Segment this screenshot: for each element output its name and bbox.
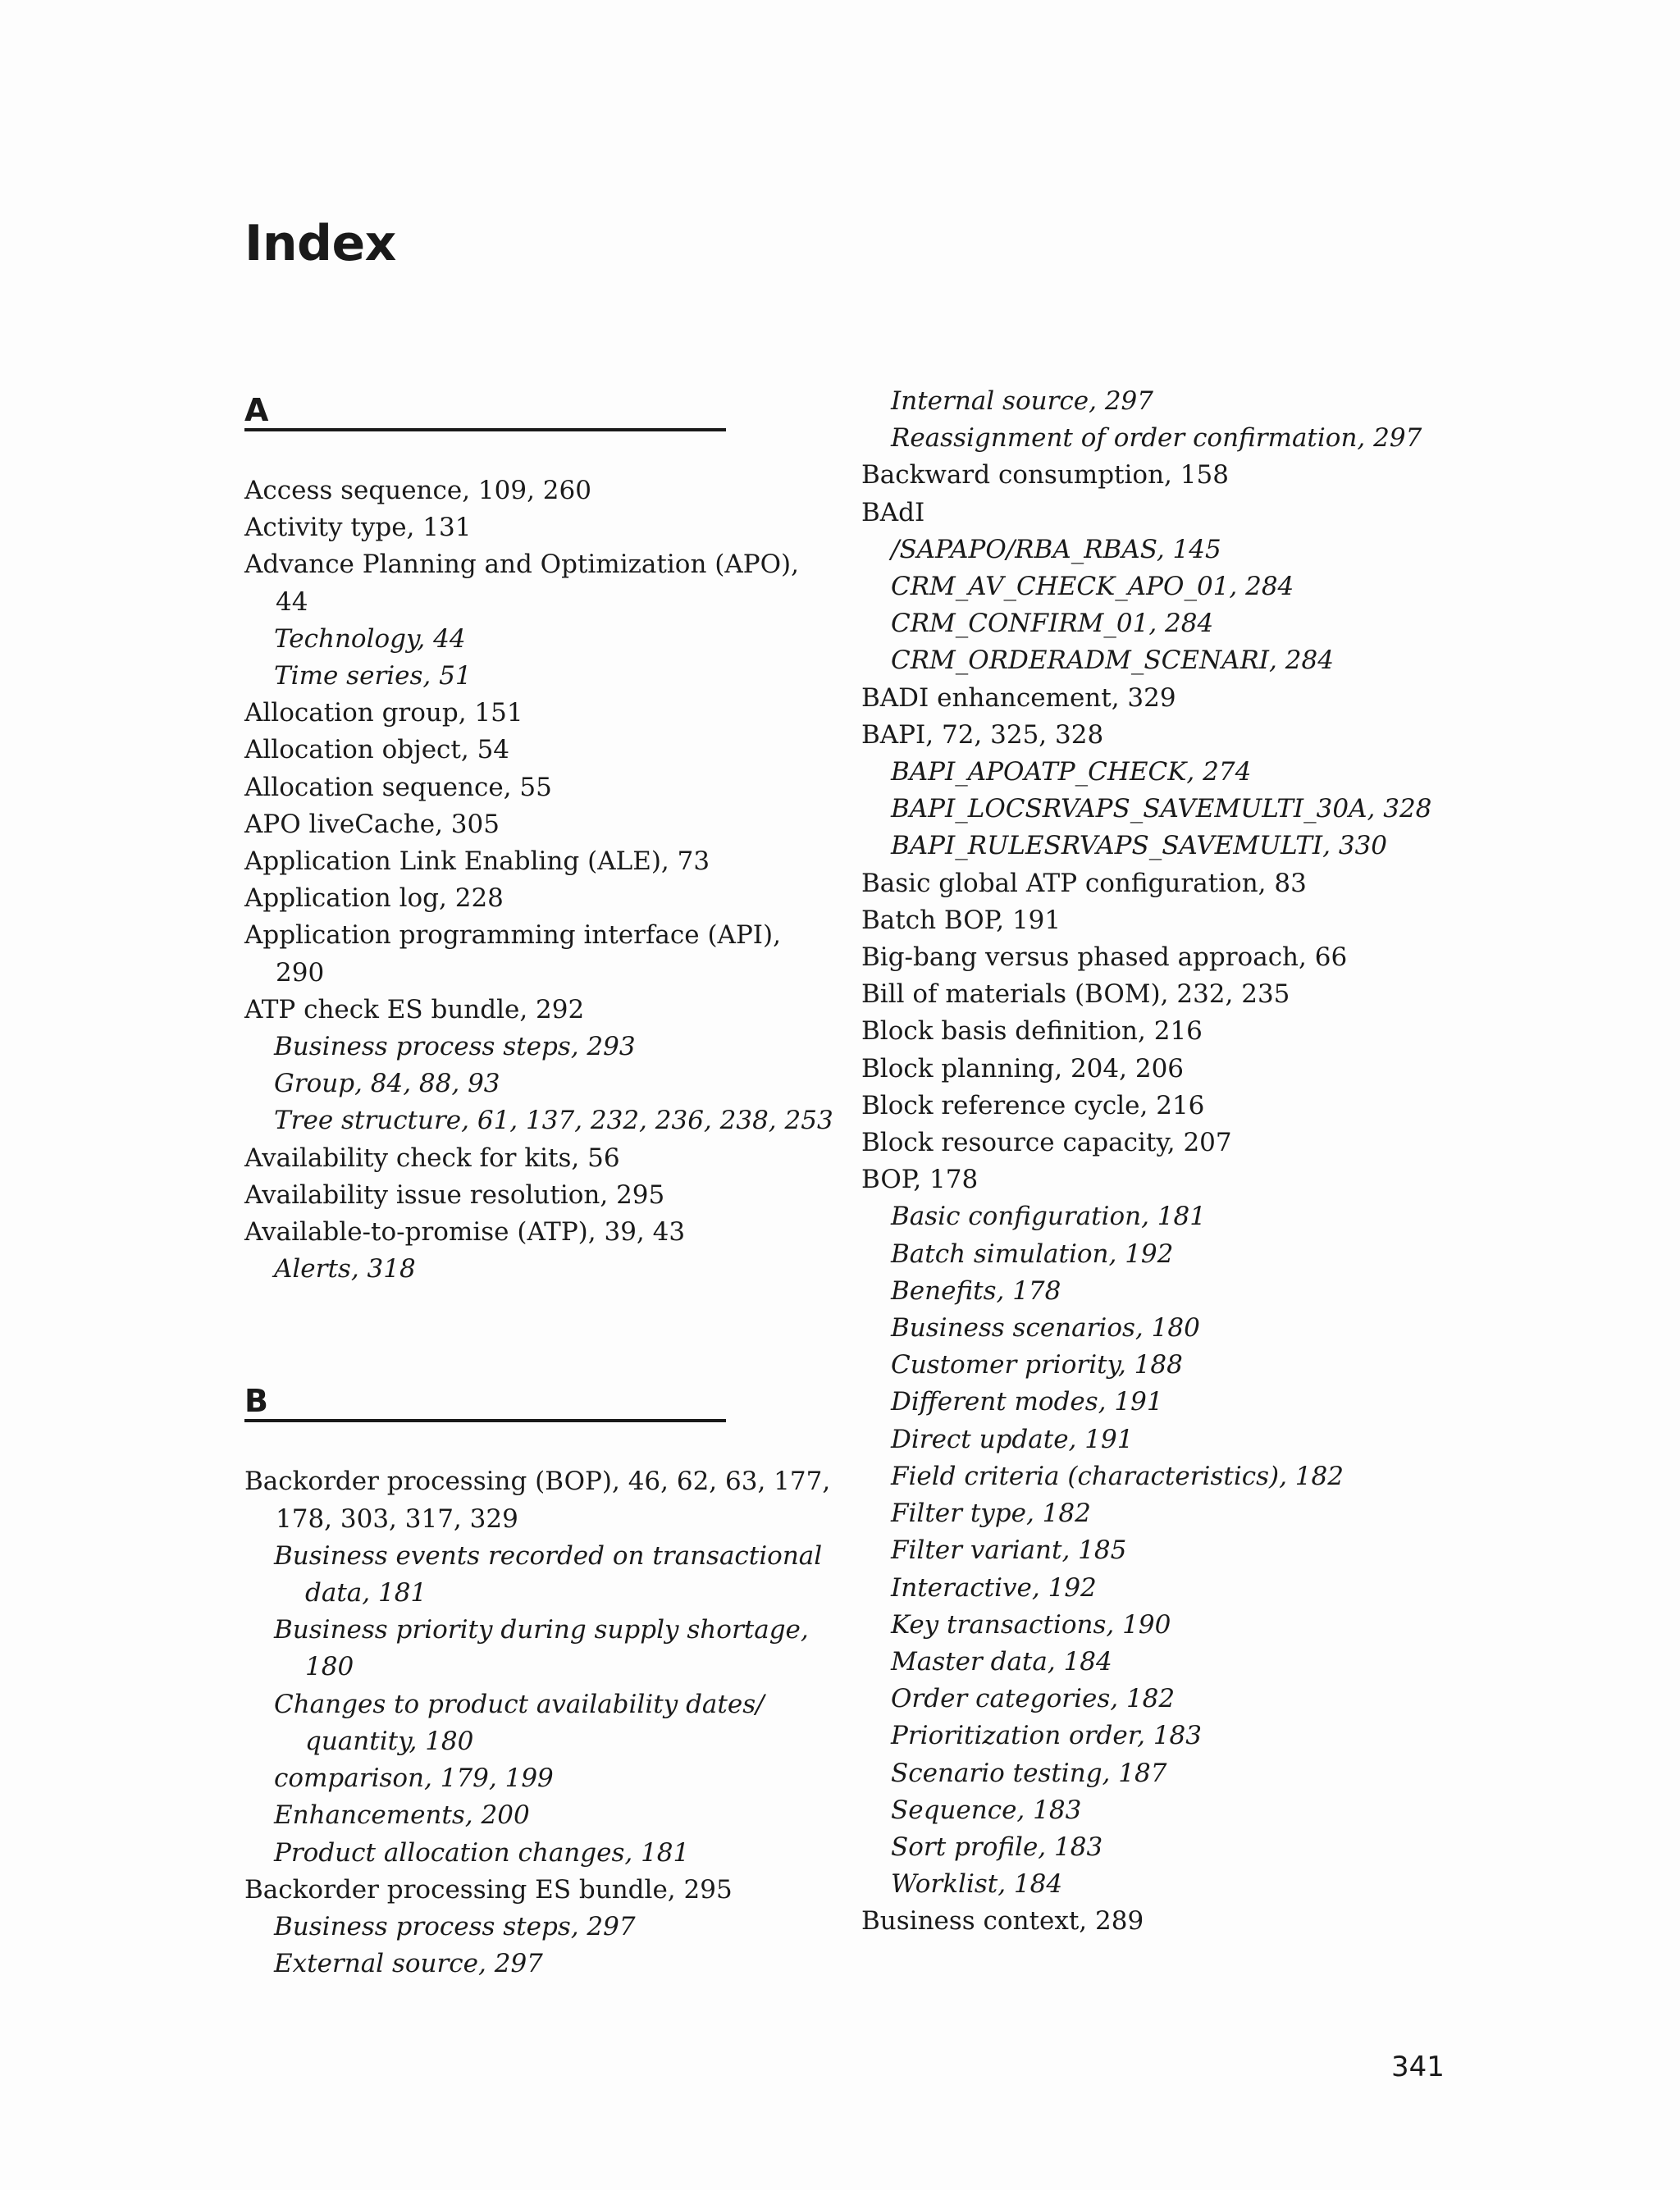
section-heading-b: B (244, 1376, 726, 1422)
index-subentry: Business scenarios, 180 (891, 1313, 1200, 1344)
index-entry: BAdI (861, 497, 925, 527)
index-subentry: comparison, 179, 199 (274, 1763, 554, 1794)
index-entry: Allocation group, 151 (244, 698, 523, 728)
index-column-left (244, 386, 835, 1982)
index-subentry: Business events recorded on transactional data, 181 (274, 1540, 823, 1608)
index-entry: Block planning, 204, 206 (861, 1053, 1185, 1084)
index-subentry: Worklist, 184 (891, 1869, 1063, 1900)
index-entry: Availability check for kits, 56 (244, 1143, 620, 1173)
index-entry: Block basis definition, 216 (861, 1016, 1203, 1047)
index-entry: Advance Planning and Optimization (APO), 44 (244, 550, 799, 617)
index-entry: BADI enhancement, 329 (861, 682, 1176, 713)
index-subentry: Customer priority, 188 (891, 1350, 1183, 1380)
index-subentry: External source, 297 (274, 1949, 543, 1979)
index-subentry: Internal source, 297 (891, 386, 1153, 416)
index-subentry: Business process steps, 293 (274, 1032, 636, 1062)
page-number: 341 (1391, 2051, 1445, 2083)
index-subentry: CRM_ORDERADM_SCENARI, 284 (891, 646, 1334, 676)
index-entry: Batch BOP, 191 (861, 905, 1061, 935)
index-entry: Backorder processing (BOP), 46, 62, 63, 177, 178, 303, 317, 329 (244, 1467, 831, 1534)
index-subentry: Sort profile, 183 (891, 1832, 1103, 1862)
entry-list-a (244, 472, 835, 1288)
index-subentry: BAPI_APOATP_CHECK, 274 (891, 757, 1252, 787)
index-entry: Backward consumption, 158 (861, 460, 1229, 490)
index-subentry: Master data, 184 (891, 1646, 1112, 1677)
index-subentry: Field criteria (characteristics), 182 (891, 1461, 1344, 1491)
index-entry: APO liveCache, 305 (244, 809, 500, 839)
index-entry: Application Link Enabling (ALE), 73 (244, 846, 710, 877)
index-entry: Available-to-promise (ATP), 39, 43 (244, 1217, 686, 1248)
index-subentry: /SAPAPO/RBA_RBAS, 145 (891, 534, 1221, 564)
index-entry: Business context, 289 (861, 1906, 1144, 1937)
index-subentry: Alerts, 318 (274, 1254, 416, 1284)
index-subentry: Direct update, 191 (891, 1424, 1134, 1454)
index-subentry: Key transactions, 190 (891, 1609, 1171, 1640)
index-entry: Big-bang versus phased approach, 66 (861, 942, 1348, 973)
index-entry: BAPI, 72, 325, 328 (861, 719, 1104, 750)
index-subentry: Filter type, 182 (891, 1499, 1091, 1529)
index-subentry: Scenario testing, 187 (891, 1758, 1167, 1788)
index-entry: ATP check ES bundle, 292 (244, 994, 585, 1024)
entry-list-right (861, 383, 1452, 1941)
index-entry: Block resource capacity, 207 (861, 1128, 1232, 1158)
index-subentry: Technology, 44 (274, 623, 466, 654)
index-subentry: CRM_CONFIRM_01, 284 (891, 609, 1214, 639)
index-entry: Application programming interface (API), 290 (244, 920, 781, 988)
index-entry: Activity type, 131 (244, 513, 472, 543)
index-subentry: Business process steps, 297 (274, 1911, 636, 1941)
index-subentry: CRM_AV_CHECK_APO_01, 284 (891, 572, 1294, 602)
section-heading-a: A (244, 386, 726, 431)
index-entry: Access sequence, 109, 260 (244, 476, 591, 505)
index-section-b (244, 1376, 835, 1982)
index-subentry: Basic configuration, 181 (891, 1202, 1206, 1232)
index-subentry: Prioritization order, 183 (891, 1721, 1202, 1751)
index-subentry: Filter variant, 185 (891, 1535, 1127, 1566)
index-entry: Bill of materials (BOM), 232, 235 (861, 979, 1290, 1010)
index-subentry: BAPI_RULESRVAPS_SAVEMULTI, 330 (891, 831, 1388, 861)
index-entry: Block reference cycle, 216 (861, 1090, 1205, 1120)
index-subentry: Sequence, 183 (891, 1795, 1082, 1825)
index-entry: Basic global ATP configuration, 83 (861, 868, 1307, 898)
index-column-right (861, 383, 1452, 1941)
index-entry: Allocation sequence, 55 (244, 772, 552, 802)
index-subentry: BAPI_LOCSRVAPS_SAVEMULTI_30A, 328 (891, 794, 1432, 824)
index-subentry: Business priority during supply shortage, 180 (274, 1615, 809, 1682)
index-subentry: Tree structure, 61, 137, 232, 236, 238, 253 (274, 1106, 833, 1136)
page-title: Index (244, 215, 396, 272)
index-entry: Allocation object, 54 (244, 735, 510, 765)
index-subentry: Time series, 51 (274, 661, 472, 691)
index-subentry: Group, 84, 88, 93 (274, 1069, 500, 1099)
index-entry: Availability issue resolution, 295 (244, 1179, 665, 1210)
index-subentry: Order categories, 182 (891, 1684, 1176, 1714)
index-subentry: Enhancements, 200 (274, 1800, 530, 1831)
index-subentry: Batch simulation, 192 (891, 1239, 1174, 1269)
index-subentry: Product allocation changes, 181 (274, 1837, 690, 1868)
index-entry: Application log, 228 (244, 883, 504, 914)
index-subentry: Different modes, 191 (891, 1387, 1163, 1417)
index-subentry: Benefits, 178 (891, 1275, 1061, 1306)
index-section-a (244, 386, 835, 1288)
index-entry: Backorder processing ES bundle, 295 (244, 1874, 733, 1905)
index-entry: BOP, 178 (861, 1165, 979, 1195)
index-subentry: Interactive, 192 (891, 1572, 1097, 1603)
index-subentry: Reassignment of order confirmation, 297 (891, 423, 1422, 454)
index-subentry: Changes to product availability dates/ quantity, 180 (274, 1689, 765, 1756)
entry-list-b (244, 1463, 835, 1982)
